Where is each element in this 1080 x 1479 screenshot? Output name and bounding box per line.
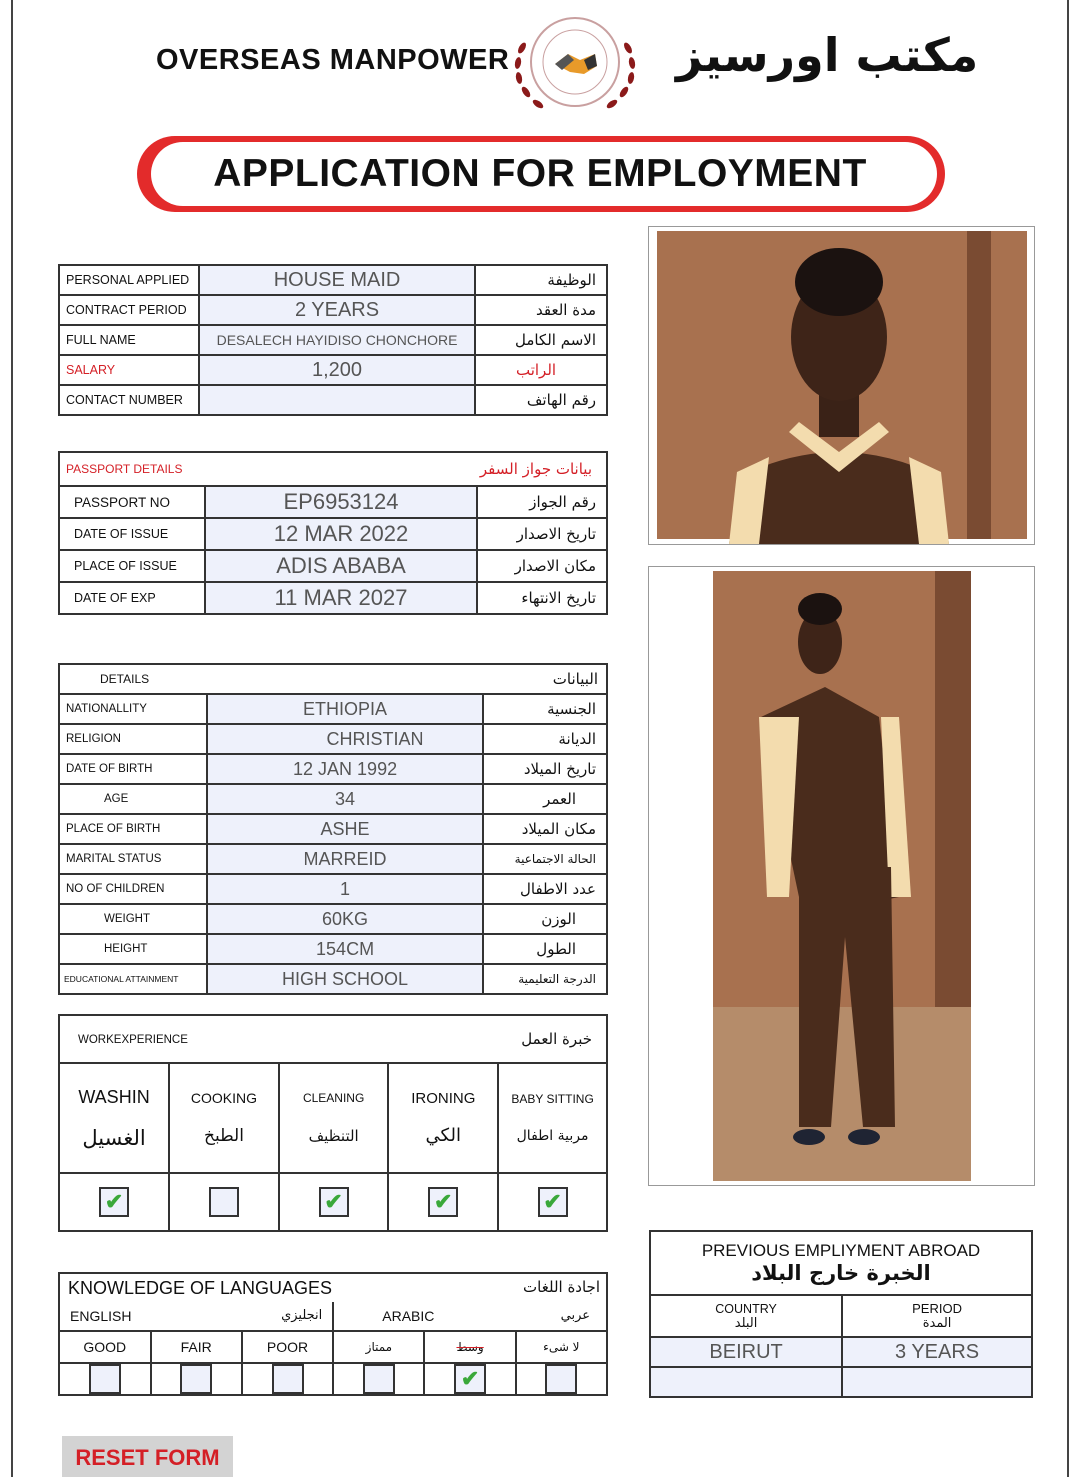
washing-checkbox[interactable]: ✔	[99, 1187, 129, 1217]
skill-label-ar: الغسيل	[82, 1125, 146, 1150]
section-header	[59, 664, 607, 694]
age-field[interactable]: 34	[207, 784, 482, 814]
table-row	[59, 1015, 607, 1063]
table-row	[59, 724, 607, 754]
table-row	[59, 1331, 607, 1363]
period-field[interactable]	[842, 1367, 1032, 1397]
form-title: APPLICATION FOR EMPLOYMENT	[213, 152, 867, 195]
table-row	[59, 1363, 607, 1395]
table-row	[59, 295, 607, 325]
language-label: ENGLISH	[70, 1308, 132, 1324]
level-label: لا شىء	[516, 1331, 607, 1363]
field-label-ar: الوزن	[483, 904, 607, 934]
position-field[interactable]: HOUSE MAID	[199, 265, 475, 295]
brand-name-ar: مكتب اورسيز	[676, 28, 979, 82]
table-row	[59, 754, 607, 784]
section-header	[650, 1231, 1032, 1295]
details-table	[58, 663, 608, 995]
section-title-ar: بيانات جواز السفر	[479, 460, 592, 478]
arabic-none-checkbox[interactable]	[545, 1364, 577, 1394]
table-row	[59, 550, 607, 582]
full-name-field[interactable]: DESALECH HAYIDISO CHONCHORE	[199, 325, 475, 355]
skill-label: COOKING	[190, 1090, 258, 1106]
passport-no-field[interactable]: EP6953124	[205, 486, 477, 518]
field-label-ar: عدد الاطفال	[483, 874, 607, 904]
table-row	[59, 874, 607, 904]
section-title-ar: البيانات	[552, 670, 598, 688]
job-table	[58, 264, 608, 416]
table-row	[59, 1173, 607, 1231]
column-label-ar: المدة	[922, 1316, 952, 1331]
field-label-ar: الاسم الكامل	[475, 325, 607, 355]
field-label: FULL NAME	[59, 325, 199, 355]
table-row	[650, 1231, 1032, 1295]
field-label: AGE	[59, 784, 207, 814]
field-label-ar: الدرجة التعليمية	[483, 964, 607, 994]
skill-label-ar: التنظيف	[308, 1127, 359, 1145]
table-row	[59, 694, 607, 724]
field-label-ar: مدة العقد	[475, 295, 607, 325]
section-title: DETAILS	[100, 672, 150, 686]
field-label: DATE OF BIRTH	[59, 754, 207, 784]
table-row	[59, 518, 607, 550]
skill-label: IRONING	[411, 1090, 476, 1107]
period-header	[842, 1295, 1032, 1337]
table-row	[59, 1273, 607, 1302]
nationality-field[interactable]: ETHIOPIA	[207, 694, 482, 724]
field-label: PASSPORT NO	[59, 486, 205, 518]
section-title-ar: اجادة اللغات	[523, 1277, 600, 1296]
table-row	[59, 452, 607, 486]
full-body-photo	[648, 566, 1035, 1186]
field-label: PLACE OF BIRTH	[59, 814, 207, 844]
cooking-checkbox[interactable]	[209, 1187, 239, 1217]
skill-label: CLEANING	[302, 1091, 365, 1105]
field-label-ar: الحالة الاجتماعية	[483, 844, 607, 874]
level-label: وسط	[424, 1331, 515, 1363]
level-label: ممتاز	[333, 1331, 424, 1363]
table-row	[59, 1063, 607, 1173]
language-label-ar: عربي	[560, 1308, 590, 1323]
field-label-ar: الديانة	[483, 724, 607, 754]
section-header	[59, 452, 607, 486]
level-label: GOOD	[59, 1331, 151, 1363]
field-label: RELIGION	[59, 724, 207, 754]
level-label: POOR	[242, 1331, 334, 1363]
table-row	[59, 1302, 607, 1331]
table-row	[650, 1295, 1032, 1337]
field-label-ar: الوظيفة	[475, 265, 607, 295]
period-field[interactable]: 3 YEARS	[842, 1337, 1032, 1367]
table-row	[59, 814, 607, 844]
full-body-image	[649, 567, 1034, 1185]
field-label-ar: تاريخ الاصدار	[477, 518, 607, 550]
field-label-ar: مكان الاصدار	[477, 550, 607, 582]
birth-date-field[interactable]: 12 JAN 1992	[207, 754, 482, 784]
skill-washing	[59, 1063, 169, 1173]
english-fair-checkbox[interactable]	[180, 1364, 212, 1394]
field-label-ar: الجنسية	[483, 694, 607, 724]
field-label-ar: مكان الميلاد	[483, 814, 607, 844]
marital-status-field[interactable]: MARREID	[207, 844, 482, 874]
issue-date-field[interactable]: 12 MAR 2022	[205, 518, 477, 550]
portrait-photo	[648, 226, 1035, 545]
column-label: COUNTRY	[715, 1301, 777, 1316]
section-title: PREVIOUS EMPLIYMENT ABROAD	[701, 1241, 981, 1260]
contract-period-field[interactable]: 2 YEARS	[199, 295, 475, 325]
column-label-ar: البلد	[734, 1315, 758, 1331]
field-label: WEIGHT	[59, 904, 207, 934]
field-label: HEIGHT	[59, 934, 207, 964]
table-row	[59, 844, 607, 874]
field-label: PERSONAL APPLIED	[59, 265, 199, 295]
arabic-medium-checkbox[interactable]: ✔	[454, 1364, 486, 1394]
skill-label: BABY SITTING	[511, 1092, 594, 1106]
passport-table	[58, 451, 608, 615]
skill-ironing	[388, 1063, 498, 1173]
ironing-checkbox[interactable]: ✔	[428, 1187, 458, 1217]
salary-field[interactable]: 1,200	[199, 355, 475, 385]
table-row	[650, 1367, 1032, 1397]
country-header	[650, 1295, 842, 1337]
brand-name-en: OVERSEAS MANPOWER	[156, 44, 510, 76]
field-label-ar: الطول	[483, 934, 607, 964]
table-row	[59, 325, 607, 355]
contact-number-field[interactable]	[199, 385, 475, 415]
field-label: NO OF CHILDREN	[59, 874, 207, 904]
previous-employment-table	[649, 1230, 1033, 1398]
field-label-ar: رقم الجواز	[477, 486, 607, 518]
english-poor-checkbox[interactable]	[272, 1364, 304, 1394]
english-header	[59, 1302, 333, 1331]
field-label-ar: تاريخ الميلاد	[483, 754, 607, 784]
skill-cleaning	[279, 1063, 389, 1173]
baby-sitting-checkbox[interactable]: ✔	[538, 1187, 568, 1217]
field-label-ar: تاريخ الانتهاء	[477, 582, 607, 614]
table-row	[59, 664, 607, 694]
skill-cooking	[169, 1063, 279, 1173]
language-label-ar: انجليزي	[281, 1308, 323, 1323]
expiry-date-field[interactable]: 11 MAR 2027	[205, 582, 477, 614]
children-field[interactable]: 1	[207, 874, 482, 904]
languages-table	[58, 1272, 608, 1396]
section-title: PASSPORT DETAILS	[66, 462, 183, 476]
field-label: CONTRACT PERIOD	[59, 295, 199, 325]
level-label: FAIR	[151, 1331, 242, 1363]
table-row	[59, 385, 607, 415]
skill-label-ar: الطبخ	[203, 1126, 244, 1146]
reset-form-button[interactable]: RESET FORM	[62, 1436, 233, 1477]
section-title-ar: الخبرة خارج البلاد	[751, 1261, 931, 1285]
country-field[interactable]: BEIRUT	[650, 1337, 842, 1367]
field-label: DATE OF EXP	[59, 582, 205, 614]
table-row	[59, 784, 607, 814]
field-label: MARITAL STATUS	[59, 844, 207, 874]
table-row	[59, 904, 607, 934]
section-header	[59, 1015, 607, 1063]
skill-label-ar: الكي	[425, 1125, 461, 1146]
skill-label-ar: مربية اطفال	[516, 1128, 589, 1144]
field-label: CONTACT NUMBER	[59, 385, 199, 415]
company-logo	[500, 8, 650, 126]
education-field[interactable]: HIGH SCHOOL	[207, 964, 482, 994]
table-row	[59, 355, 607, 385]
arabic-excellent-checkbox[interactable]	[363, 1364, 395, 1394]
table-row	[59, 582, 607, 614]
section-title: KNOWLEDGE OF LANGUAGES	[68, 1277, 333, 1298]
field-label: EDUCATIONAL ATTAINMENT	[59, 964, 207, 994]
field-label-ar: العمر	[483, 784, 607, 814]
table-row	[59, 934, 607, 964]
language-label: ARABIC	[382, 1308, 435, 1324]
religion-field[interactable]: CHRISTIAN	[207, 724, 482, 754]
weight-field[interactable]: 60KG	[207, 904, 482, 934]
country-field[interactable]	[650, 1367, 842, 1397]
table-row	[650, 1337, 1032, 1367]
cleaning-checkbox[interactable]: ✔	[319, 1187, 349, 1217]
field-label-ar: رقم الهاتف	[475, 385, 607, 415]
portrait-image	[649, 227, 1034, 544]
field-label-ar: الراتب	[475, 355, 607, 385]
section-title: WORKEXPERIENCE	[78, 1034, 188, 1046]
skill-label: WASHIN	[78, 1086, 150, 1107]
field-label: DATE OF ISSUE	[59, 518, 205, 550]
arabic-header	[333, 1302, 607, 1331]
field-label: PLACE OF ISSUE	[59, 550, 205, 582]
work-experience-table	[58, 1014, 608, 1232]
field-label: SALARY	[59, 355, 199, 385]
table-row	[59, 964, 607, 994]
field-label: NATIONALLITY	[59, 694, 207, 724]
height-field[interactable]: 154CM	[207, 934, 482, 964]
section-title-ar: خبرة العمل	[521, 1030, 592, 1048]
issue-place-field[interactable]: ADIS ABABA	[205, 550, 477, 582]
column-label: PERIOD	[912, 1301, 962, 1316]
section-header	[59, 1273, 607, 1302]
english-good-checkbox[interactable]	[89, 1364, 121, 1394]
table-row	[59, 265, 607, 295]
skill-baby-sitting	[498, 1063, 607, 1173]
birth-place-field[interactable]: ASHE	[207, 814, 482, 844]
table-row	[59, 486, 607, 518]
